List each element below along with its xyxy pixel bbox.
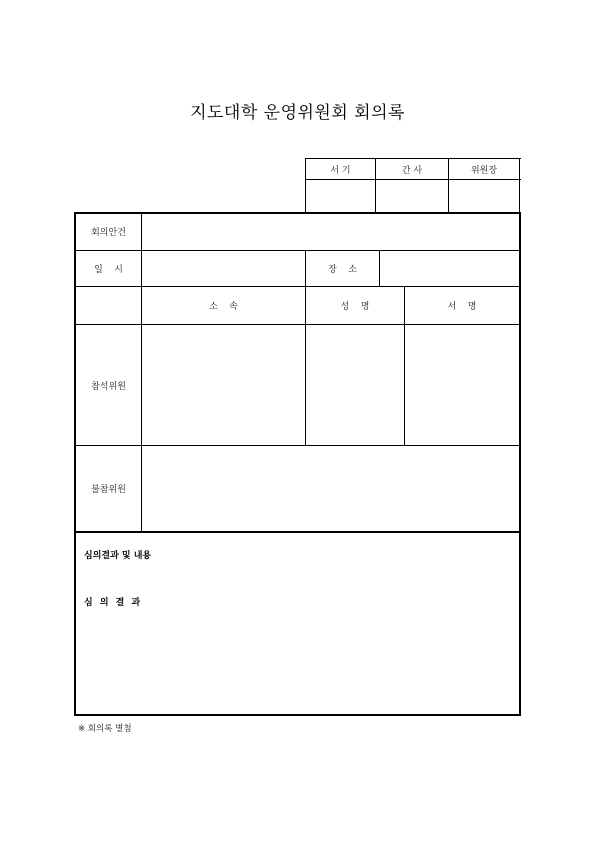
col-header-signature: 서 명 — [447, 302, 477, 312]
approval-sign-chair[interactable] — [449, 180, 519, 212]
attendees-affiliation-field[interactable] — [142, 325, 305, 445]
datetime-field[interactable] — [142, 251, 305, 286]
col-header-name: 성 명 — [340, 302, 370, 312]
results-heading: 심의결과 및 내용 — [84, 551, 152, 561]
results-content-field[interactable] — [76, 610, 519, 713]
absentees-field[interactable] — [142, 446, 519, 531]
approval-header-chair: 위원장 — [470, 165, 498, 176]
agenda-label: 회의안건 — [91, 228, 126, 238]
attendees-label: 참석위원 — [91, 381, 126, 392]
absentees-label: 불참위원 — [91, 485, 126, 495]
place-field[interactable] — [380, 251, 519, 286]
attendees-name-field[interactable] — [306, 325, 404, 445]
datetime-label: 일 시 — [94, 265, 123, 275]
approval-header-secretary: 간 사 — [401, 165, 423, 176]
approval-sign-secretary[interactable] — [376, 180, 448, 212]
agenda-field[interactable] — [142, 213, 519, 250]
attendees-signature-field[interactable] — [405, 325, 519, 445]
footnote: ※ 회의록 별첨 — [78, 724, 132, 734]
place-label: 장 소 — [328, 265, 357, 275]
approval-sign-clerk[interactable] — [306, 180, 375, 212]
approval-header-clerk: 서 기 — [330, 165, 351, 176]
page-title: 지도대학 운영위원회 회의록 — [190, 103, 405, 123]
col-header-affiliation: 소 속 — [209, 302, 238, 312]
results-subheading: 심 의 결 과 — [84, 598, 143, 608]
